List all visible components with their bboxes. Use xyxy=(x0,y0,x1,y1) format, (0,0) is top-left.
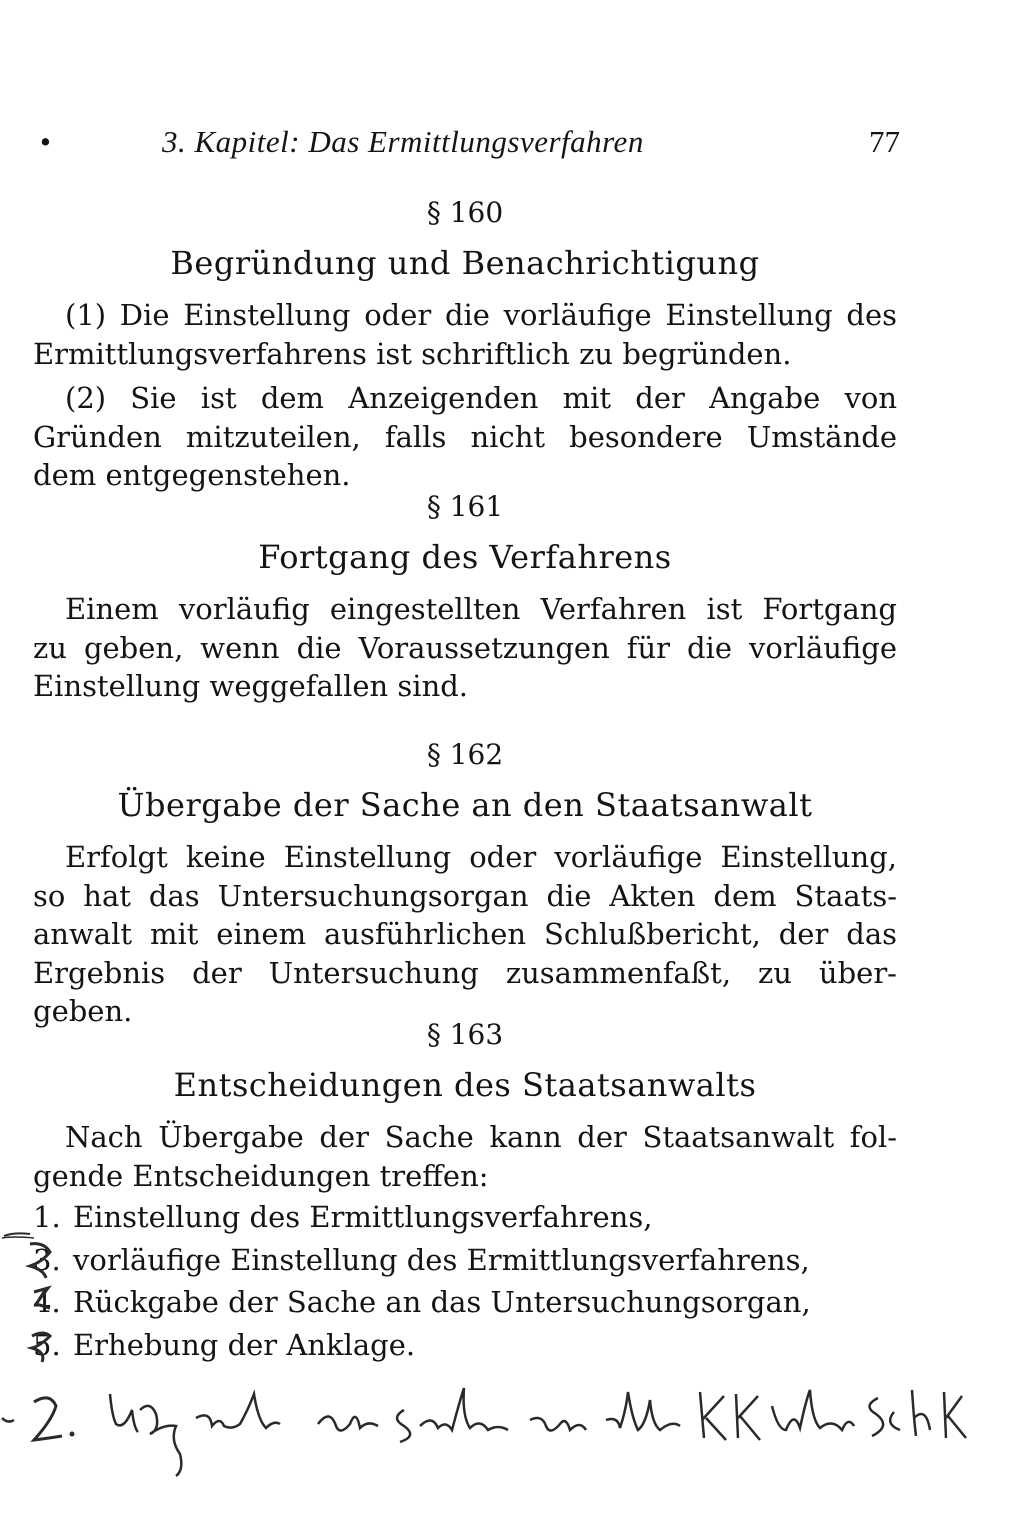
list-text: Erhebung der Anklage. xyxy=(73,1327,416,1362)
list-number: 3. xyxy=(33,1242,61,1277)
section-number-160: § 160 xyxy=(426,196,504,229)
paragraph xyxy=(33,1118,897,1195)
text-line: Ergebnis der Untersuchung zusammenfaßt, zu über- xyxy=(33,955,897,990)
running-title: 3. Kapitel: Das Ermittlungsverfahren xyxy=(162,124,644,159)
list-number: 4. xyxy=(33,1285,61,1319)
header-bullet: • xyxy=(40,124,51,159)
section-number-162: § 162 xyxy=(426,738,504,771)
text-line: Erfolgt keine Einstellung oder vorläufige Einstellung, xyxy=(65,840,897,874)
text-line: zu geben, wenn die Voraussetzungen für die vorläufige xyxy=(33,630,897,665)
section-body-161 xyxy=(33,590,897,706)
list-item xyxy=(33,1239,897,1282)
paragraph xyxy=(33,379,897,495)
text-line: Nach Übergabe der Sache kann der Staatsanwalt fol- xyxy=(65,1120,897,1154)
list-item xyxy=(33,1196,897,1239)
paragraph xyxy=(33,296,897,373)
list-number: 1. xyxy=(33,1200,61,1234)
pencil-overwrite xyxy=(30,1244,50,1278)
pencil-corrections xyxy=(0,1196,80,1376)
text-line: gende Entscheidungen treffen: xyxy=(33,1158,489,1193)
section-number-163: § 163 xyxy=(426,1018,504,1051)
paragraph xyxy=(33,590,897,706)
pencil-tick xyxy=(4,1233,30,1236)
text-line: anwalt mit einem ausführlichen Schlußbericht, der das xyxy=(33,917,897,951)
text-line: (2) Sie ist dem Anzeigenden mit der Angabe von xyxy=(65,381,897,415)
text-line: Einem vorläufig eingestellten Verfahren ist Fortgang xyxy=(65,592,897,626)
text-line: Gründen mitzuteilen, falls nicht besondere Umstände xyxy=(33,419,897,454)
section-heading-163: Entscheidungen des Staatsanwalts xyxy=(173,1066,757,1104)
list-text: vorläufige Einstellung des Ermittlungsverfahrens, xyxy=(73,1242,810,1277)
section-body-162 xyxy=(33,838,897,1031)
section-heading-160: Begründung und Benachrichtigung xyxy=(170,244,760,282)
list-number: 5. xyxy=(33,1327,61,1362)
list-text: Einstellung des Ermittlungsverfahrens, xyxy=(73,1200,653,1234)
section-body-163 xyxy=(33,1118,897,1195)
text-line: Ermittlungsverfahrens ist schriftlich zu begründen. xyxy=(33,336,792,371)
section-heading-161: Fortgang des Verfahrens xyxy=(258,538,672,576)
text-line: Einstellung weggefallen sind. xyxy=(33,669,469,703)
text-line: geben. xyxy=(33,994,133,1028)
section-body-160 xyxy=(33,296,897,495)
handwriting-scribble xyxy=(0,1380,1024,1500)
text-line: so hat das Untersuchungsorgan die Akten dem Staats- xyxy=(33,878,897,913)
section-heading-162: Übergabe der Sache an den Staatsanwalt xyxy=(117,786,813,824)
list-item xyxy=(33,1324,897,1367)
page-number: 77 xyxy=(869,124,900,159)
pencil-overwrite xyxy=(32,1333,50,1362)
text-line: dem entgegenstehen. xyxy=(33,458,351,492)
decision-list xyxy=(33,1196,897,1366)
pencil-overwrite xyxy=(34,1288,50,1308)
running-header xyxy=(30,124,900,168)
paragraph xyxy=(33,838,897,1031)
section-number-161: § 161 xyxy=(426,490,504,523)
list-item xyxy=(33,1281,897,1324)
handwritten-note xyxy=(0,1380,1024,1500)
pencil-stroke xyxy=(2,1237,34,1238)
text-line: (1) Die Einstellung oder die vorläufige Einstellung des xyxy=(65,298,897,332)
list-text: Rückgabe der Sache an das Untersuchungsorgan, xyxy=(73,1285,811,1319)
